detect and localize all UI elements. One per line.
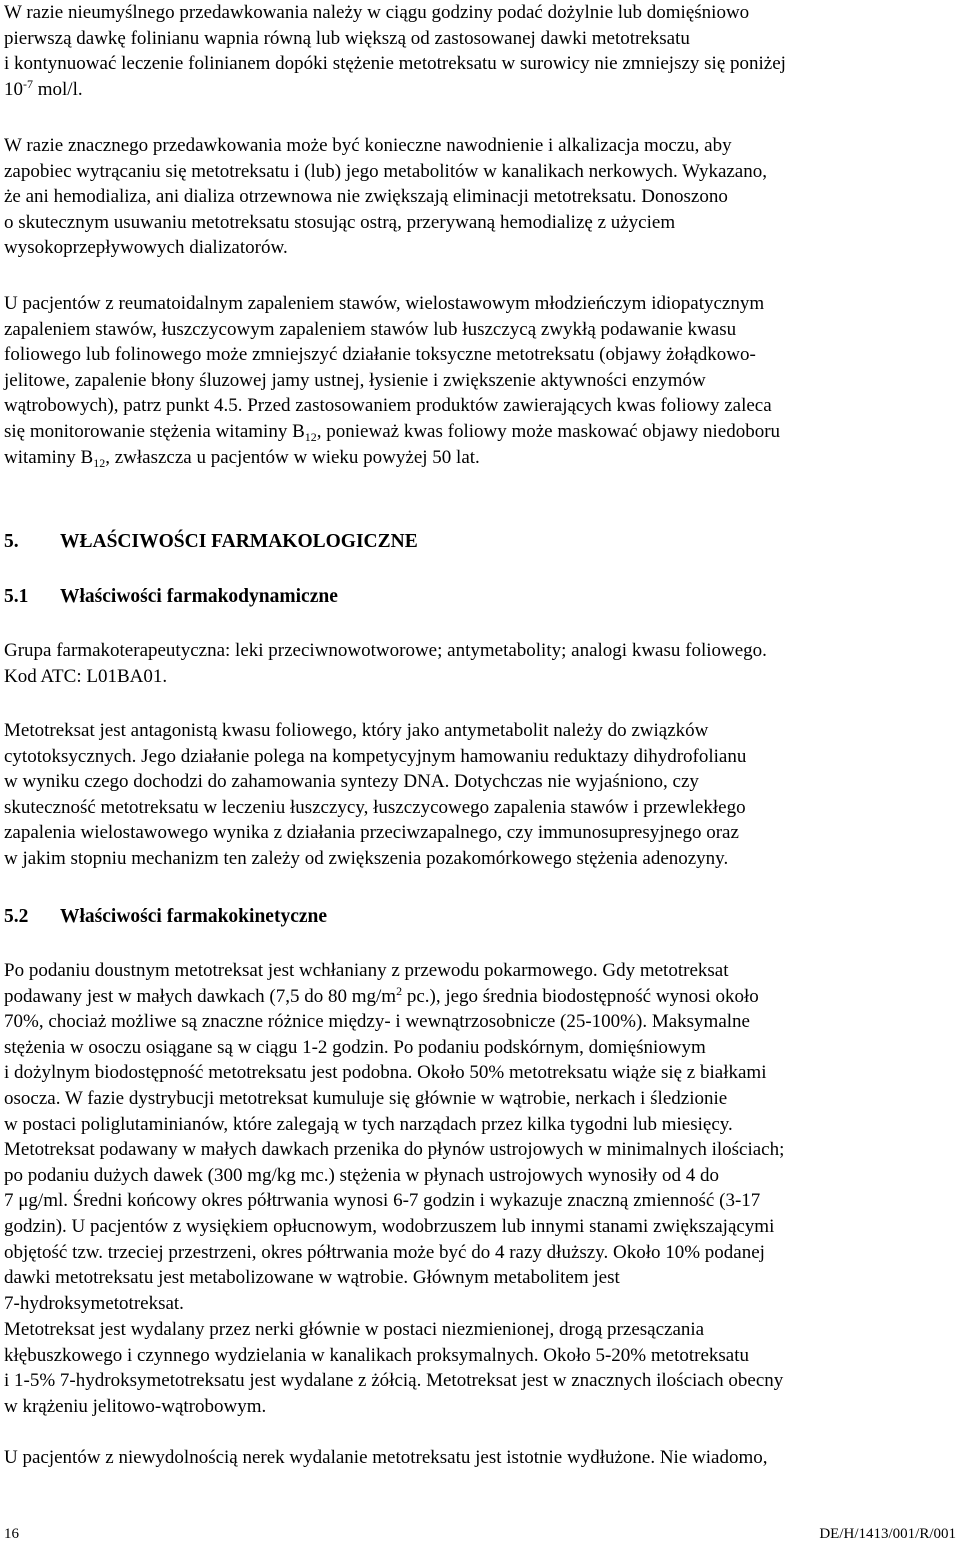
subscript: 12: [304, 429, 317, 444]
text-line: jelitowe, zapalenie błony śluzowej jamy ustnej, łysienie i zwiększenie aktywności enzymów: [4, 369, 706, 391]
text-line: [4, 419, 780, 445]
text-line: że ani hemodializa, ani dializa otrzewnowa nie zwiększają eliminacji metotreksatu. Donoszono: [4, 186, 728, 208]
text-line: 7 μg/ml. Średni końcowy okres półtrwania wynosi 6-7 godzin i wykazuje znaczną zmienność (3-17: [4, 1190, 761, 1212]
subscript: 12: [93, 455, 106, 470]
text-line: po podaniu dużych dawek (300 mg/kg mc.) stężenia w płynach ustrojowych wynosiły od 4 do: [4, 1164, 719, 1186]
text-line: 70%, chociaż możliwe są znaczne różnice między- i wewnątrzosobnicze (25-100%). Maksymalne: [4, 1011, 750, 1033]
text-line: w postaci poliglutaminianów, które zalegają w tych narządach przez kilka tygodni lub miesięcy.: [4, 1113, 733, 1135]
text-line: 7-hydroksymetotreksat.: [4, 1292, 184, 1314]
text-line: w jakim stopniu mechanizm ten zależy od zwiększenia pozakomórkowego stężenia adenozyny.: [4, 847, 729, 869]
text-line: objętość tzw. trzeciej przestrzeni, okres półtrwania może być do 4 razy dłuższy. Około 10% podanej: [4, 1241, 765, 1263]
text-line: [4, 984, 784, 1010]
text-line: Grupa farmakoterapeutyczna: leki przeciwnowotworowe; antymetabolity; analogi kwasu foliowego.: [4, 640, 767, 661]
text-line: kłębuszkowego i czynnego wydzielania w kanalikach proksymalnych. Około 5-20% metotreksatu: [4, 1344, 750, 1366]
text-line: Kod ATC: L01BA01.: [4, 665, 168, 687]
text-fragment: 10: [4, 78, 23, 100]
text-fragment: pc.), jego średnia biodostępność wynosi około: [402, 985, 759, 1007]
text-line: skuteczność metotreksatu w leczeniu łuszczycy, łuszczycowego zapalenia stawów i przewlekłego: [4, 796, 746, 818]
text-line: pierwszą dawkę folinianu wapnia równą lub większą od zastosowanej dawki metotreksatu: [4, 27, 690, 49]
paragraph-overdose-folinate: [4, 0, 786, 102]
text-line: stężenia w osoczu osiągane są w ciągu 1-2 godzin. Po podaniu podskórnym, domięśniowym: [4, 1036, 706, 1058]
section-heading-5: [4, 531, 418, 553]
text-line: [4, 445, 780, 471]
paragraph-pharmacotherapeutic-group: [4, 638, 767, 689]
text-line: zapobiec wytrącaniu się metotreksatu i (lub) jego metabolitów w kanalikach nerkowych. Wykazano,: [4, 160, 767, 182]
superscript: -7: [23, 76, 33, 91]
section-title: Właściwości farmakokinetyczne: [60, 906, 328, 927]
text-line: cytotoksycznych. Jego działanie polega na kompetycyjnym hamowaniu reduktazy dihydrofolianu: [4, 745, 747, 767]
section-heading-5-2: [4, 906, 327, 928]
text-line: W razie nieumyślnego przedawkowania należy w ciągu godziny podać dożylnie lub domięśniowo: [4, 2, 750, 23]
paragraph-renal-impairment: [4, 1445, 767, 1471]
section-number: 5.2: [4, 906, 29, 927]
paragraph-elimination: [4, 1317, 783, 1419]
text-line: w wyniku czego dochodzi do zahamowania syntezy DNA. Dotychczas nie wyjaśniono, czy: [4, 771, 699, 793]
text-line: U pacjentów z reumatoidalnym zapaleniem stawów, wielostawowym młodzieńczym idiopatycznym: [4, 293, 765, 314]
text-fragment: podawany jest w małych dawkach (7,5 do 80 mg/m: [4, 985, 397, 1007]
text-line: w krążeniu jelitowo-wątrobowym.: [4, 1395, 267, 1417]
section-number: 5.1: [4, 586, 29, 607]
text-line: wysokoprzepływowych dializatorów.: [4, 237, 288, 259]
text-line: Metotreksat jest antagonistą kwasu foliowego, który jako antymetabolit należy do związków: [4, 720, 709, 741]
section-heading-5-1: [4, 586, 338, 608]
text-line: i dożylnym biodostępność metotreksatu jest podobna. Około 50% metotreksatu wiąże się z białkami: [4, 1062, 767, 1084]
text-line: dawki metotreksatu jest metabolizowane w wątrobie. Głównym metabolitem jest: [4, 1267, 620, 1289]
document-reference: DE/H/1413/001/R/001: [819, 1526, 956, 1542]
paragraph-severe-overdose: [4, 133, 767, 261]
text-fragment: mol/l.: [33, 78, 83, 100]
text-fragment: , zwłaszcza u pacjentów w wieku powyżej 50 lat.: [105, 446, 480, 468]
text-line: i kontynuować leczenie folinianem dopóki stężenie metotreksatu w surowicy nie zmniejszy się poniżej: [4, 53, 786, 75]
text-line: Metotreksat podawany w małych dawkach przenika do płynów ustrojowych w minimalnych ilościach;: [4, 1139, 785, 1161]
page-number: 16: [4, 1526, 19, 1542]
text-line: U pacjentów z niewydolnością nerek wydalanie metotreksatu jest istotnie wydłużone. Nie wiadomo,: [4, 1447, 768, 1468]
text-line: Po podaniu doustnym metotreksat jest wchłaniany z przewodu pokarmowego. Gdy metotreksat: [4, 960, 729, 981]
text-line: godzin). U pacjentów z wysiękiem opłucnowym, wodobrzuszem lub innymi stanami zwiększającymi: [4, 1215, 775, 1237]
text-fragment: się monitorowanie stężenia witaminy B: [4, 420, 305, 442]
text-line: W razie znacznego przedawkowania może być konieczne nawodnienie i alkalizacja moczu, aby: [4, 135, 732, 156]
text-fragment: witaminy B: [4, 446, 94, 468]
section-number: 5.: [4, 531, 19, 552]
text-line: zapalenia wielostawowego wynika z działania przeciwzapalnego, czy immunosupresyjnego oraz: [4, 822, 739, 844]
text-line: i 1-5% 7-hydroksymetotreksatu jest wydalane z żółcią. Metotreksat jest w znacznych ilościach obecny: [4, 1370, 784, 1392]
page-footer: [4, 1526, 956, 1543]
text-line: zapaleniem stawów, łuszczycowym zapaleniem stawów lub łuszczycą zwykłą podawanie kwasu: [4, 318, 737, 340]
text-line: foliowego lub folinowego może zmniejszyć działanie toksyczne metotreksatu (objawy żołądkowo-: [4, 344, 756, 366]
paragraph-mechanism: [4, 718, 746, 872]
text-line: osocza. W fazie dystrybucji metotreksat kumuluje się głównie w wątrobie, nerkach i śledzionie: [4, 1087, 728, 1109]
section-title: WŁAŚCIWOŚCI FARMAKOLOGICZNE: [60, 531, 418, 552]
paragraph-absorption-distribution: [4, 958, 784, 1316]
text-line: wątrobowych), patrz punkt 4.5. Przed zastosowaniem produktów zawierających kwas foliowy zaleca: [4, 395, 772, 417]
paragraph-folic-acid: [4, 291, 780, 470]
text-line: [4, 77, 786, 103]
superscript: 2: [396, 983, 403, 998]
section-title: Właściwości farmakodynamiczne: [60, 586, 338, 607]
text-fragment: , ponieważ kwas foliowy może maskować objawy niedoboru: [316, 420, 781, 442]
text-line: o skutecznym usuwaniu metotreksatu stosując ostrą, przerywaną hemodializę z użyciem: [4, 211, 676, 233]
text-line: Metotreksat jest wydalany przez nerki głównie w postaci niezmienionej, drogą przesączania: [4, 1319, 705, 1340]
